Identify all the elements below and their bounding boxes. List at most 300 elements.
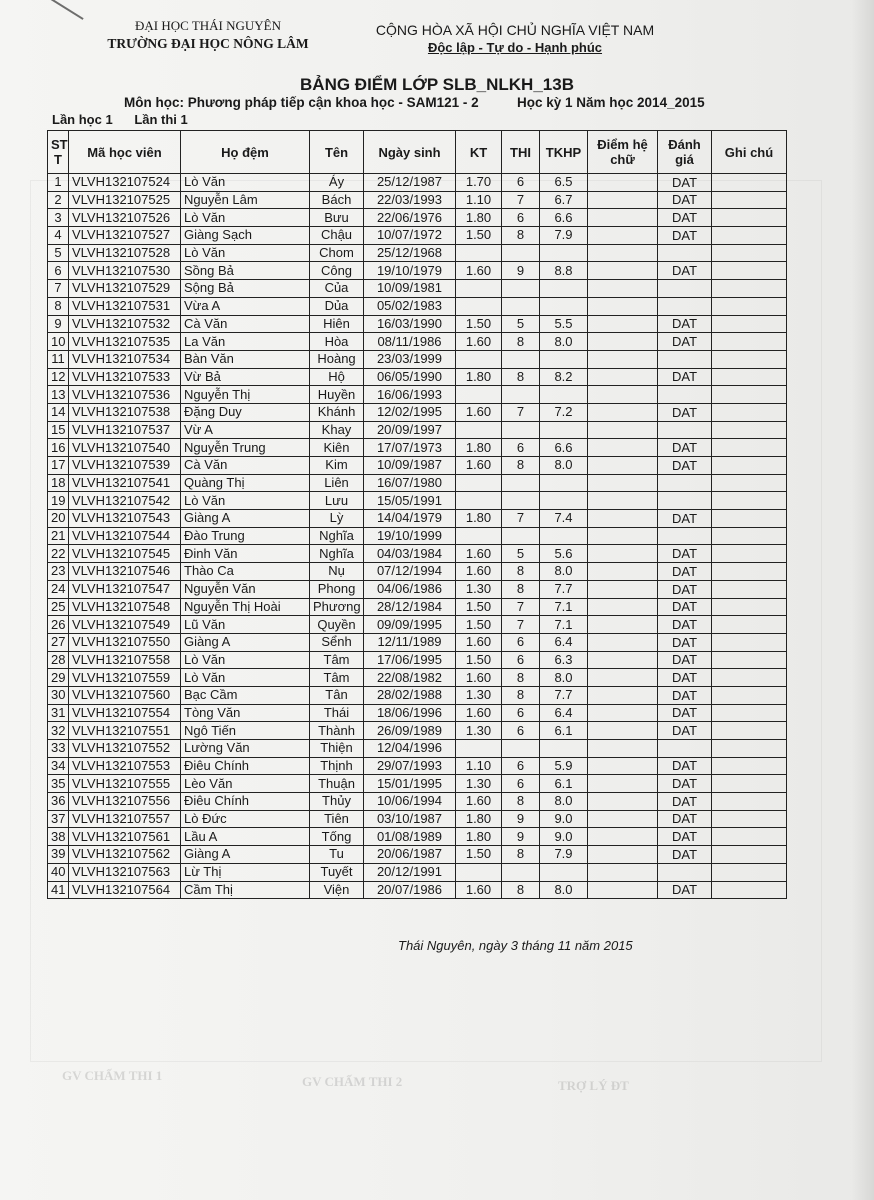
table-cell: 10/09/1987 bbox=[364, 457, 456, 475]
table-row bbox=[48, 191, 787, 209]
table-cell: Thành bbox=[310, 722, 364, 740]
table-row bbox=[48, 633, 787, 651]
table-cell: 31 bbox=[48, 704, 69, 722]
subject-line: Môn học: Phương pháp tiếp cận khoa học - SAM121 - 2 bbox=[124, 95, 479, 110]
table-cell: Lừ Thị bbox=[181, 863, 310, 881]
table-cell: Bàn Văn bbox=[181, 350, 310, 368]
table-cell: Huyền bbox=[310, 386, 364, 404]
table-cell: DAT bbox=[658, 669, 712, 687]
table-cell: 25 bbox=[48, 598, 69, 616]
table-cell: 5.6 bbox=[540, 545, 588, 563]
table-cell: 7 bbox=[502, 403, 540, 421]
table-cell: 1.50 bbox=[456, 315, 502, 333]
table-cell: 6.4 bbox=[540, 704, 588, 722]
table-cell bbox=[588, 209, 658, 227]
table-cell: 32 bbox=[48, 722, 69, 740]
table-cell: Nụ bbox=[310, 563, 364, 581]
table-cell bbox=[588, 262, 658, 280]
table-cell: Vừ Bả bbox=[181, 368, 310, 386]
table-cell: 5 bbox=[502, 315, 540, 333]
table-cell bbox=[712, 297, 787, 315]
table-cell bbox=[588, 686, 658, 704]
table-cell: 7 bbox=[502, 598, 540, 616]
table-cell: 9.0 bbox=[540, 828, 588, 846]
table-cell bbox=[588, 863, 658, 881]
table-row bbox=[48, 315, 787, 333]
table-cell: VLVH132107549 bbox=[69, 616, 181, 634]
table-row bbox=[48, 775, 787, 793]
table-cell: VLVH132107542 bbox=[69, 492, 181, 510]
table-cell: 6 bbox=[502, 757, 540, 775]
table-cell: 6.1 bbox=[540, 775, 588, 793]
table-cell: 7 bbox=[502, 191, 540, 209]
table-row bbox=[48, 793, 787, 811]
table-cell bbox=[658, 474, 712, 492]
table-cell: 6 bbox=[48, 262, 69, 280]
table-cell: VLVH132107548 bbox=[69, 598, 181, 616]
table-cell: 16/07/1980 bbox=[364, 474, 456, 492]
table-cell bbox=[712, 810, 787, 828]
table-cell: VLVH132107553 bbox=[69, 757, 181, 775]
table-cell bbox=[712, 315, 787, 333]
table-cell: 8 bbox=[48, 297, 69, 315]
table-cell bbox=[456, 350, 502, 368]
table-cell bbox=[502, 421, 540, 439]
table-cell: DAT bbox=[658, 209, 712, 227]
table-cell bbox=[712, 580, 787, 598]
table-cell: Quàng Thị bbox=[181, 474, 310, 492]
table-cell: 1.30 bbox=[456, 686, 502, 704]
table-cell: 34 bbox=[48, 757, 69, 775]
table-cell: Giàng A bbox=[181, 846, 310, 864]
table-cell: VLVH132107555 bbox=[69, 775, 181, 793]
table-cell: DAT bbox=[658, 704, 712, 722]
table-cell: 1.60 bbox=[456, 333, 502, 351]
table-row bbox=[48, 810, 787, 828]
table-cell: 17/06/1995 bbox=[364, 651, 456, 669]
table-cell: 10/06/1994 bbox=[364, 793, 456, 811]
bleed-label-middle: GV CHẤM THI 2 bbox=[302, 1074, 403, 1089]
table-cell bbox=[588, 457, 658, 475]
table-cell: Điêu Chính bbox=[181, 757, 310, 775]
table-cell: VLVH132107561 bbox=[69, 828, 181, 846]
table-cell bbox=[456, 740, 502, 758]
table-cell: 1.50 bbox=[456, 846, 502, 864]
table-cell bbox=[588, 810, 658, 828]
table-header-row bbox=[48, 131, 787, 174]
table-row bbox=[48, 686, 787, 704]
table-cell: Thuận bbox=[310, 775, 364, 793]
table-cell: 40 bbox=[48, 863, 69, 881]
column-header: Đánh giá bbox=[658, 131, 712, 174]
table-cell: Lũ Văn bbox=[181, 616, 310, 634]
table-cell: Nguyễn Thị bbox=[181, 386, 310, 404]
table-cell: VLVH132107532 bbox=[69, 315, 181, 333]
column-header: Điểm hệ chữ bbox=[588, 131, 658, 174]
column-header: Ghi chú bbox=[712, 131, 787, 174]
table-cell: VLVH132107554 bbox=[69, 704, 181, 722]
table-cell: VLVH132107528 bbox=[69, 244, 181, 262]
national-header bbox=[360, 21, 670, 57]
table-cell bbox=[456, 297, 502, 315]
table-cell: 1.30 bbox=[456, 722, 502, 740]
table-cell bbox=[588, 633, 658, 651]
table-row bbox=[48, 297, 787, 315]
table-cell: VLVH132107526 bbox=[69, 209, 181, 227]
table-cell bbox=[456, 386, 502, 404]
table-cell: Lò Văn bbox=[181, 174, 310, 192]
table-cell bbox=[502, 244, 540, 262]
table-cell: 6 bbox=[502, 174, 540, 192]
table-cell: 10/09/1981 bbox=[364, 280, 456, 298]
table-cell: Hoàng bbox=[310, 350, 364, 368]
page-edge-shadow bbox=[852, 0, 874, 1200]
table-cell bbox=[712, 704, 787, 722]
table-cell bbox=[540, 740, 588, 758]
table-cell: 24 bbox=[48, 580, 69, 598]
table-cell: 8 bbox=[502, 333, 540, 351]
table-cell: Đào Trung bbox=[181, 527, 310, 545]
table-cell: 7 bbox=[502, 510, 540, 528]
table-cell: 1.60 bbox=[456, 793, 502, 811]
term-line: Học kỳ 1 Năm học 2014_2015 bbox=[517, 95, 705, 110]
table-cell bbox=[658, 280, 712, 298]
table-cell: 8 bbox=[502, 580, 540, 598]
document-title: BẢNG ĐIỂM LỚP SLB_NLKH_13B bbox=[300, 75, 574, 94]
table-cell bbox=[712, 793, 787, 811]
table-cell: Tiên bbox=[310, 810, 364, 828]
table-cell: 7.1 bbox=[540, 616, 588, 634]
table-cell: VLVH132107530 bbox=[69, 262, 181, 280]
table-cell: 09/09/1995 bbox=[364, 616, 456, 634]
table-cell: 12/02/1995 bbox=[364, 403, 456, 421]
table-cell bbox=[588, 297, 658, 315]
table-cell: Nguyễn Thị Hoài bbox=[181, 598, 310, 616]
table-cell bbox=[588, 545, 658, 563]
table-cell: Nguyễn Văn bbox=[181, 580, 310, 598]
table-cell: 20/09/1997 bbox=[364, 421, 456, 439]
exam-attempt: Lần thi 1 bbox=[134, 112, 188, 127]
table-cell: 8 bbox=[502, 457, 540, 475]
table-cell: VLVH132107538 bbox=[69, 403, 181, 421]
table-row bbox=[48, 457, 787, 475]
table-cell: 1.50 bbox=[456, 227, 502, 245]
table-row bbox=[48, 209, 787, 227]
table-cell: 18/06/1996 bbox=[364, 704, 456, 722]
table-cell: 1.60 bbox=[456, 262, 502, 280]
table-cell: 23 bbox=[48, 563, 69, 581]
table-cell: 36 bbox=[48, 793, 69, 811]
table-cell bbox=[588, 492, 658, 510]
table-cell: Chom bbox=[310, 244, 364, 262]
table-cell bbox=[588, 757, 658, 775]
table-cell: VLVH132107539 bbox=[69, 457, 181, 475]
table-cell: 1 bbox=[48, 174, 69, 192]
table-cell: VLVH132107545 bbox=[69, 545, 181, 563]
table-cell: 20/06/1987 bbox=[364, 846, 456, 864]
table-cell: 8.0 bbox=[540, 457, 588, 475]
table-row bbox=[48, 580, 787, 598]
table-row bbox=[48, 863, 787, 881]
table-cell bbox=[712, 669, 787, 687]
table-cell bbox=[658, 492, 712, 510]
table-cell: Thái bbox=[310, 704, 364, 722]
table-cell bbox=[712, 474, 787, 492]
table-cell: Ngô Tiến bbox=[181, 722, 310, 740]
table-cell: DAT bbox=[658, 457, 712, 475]
table-cell: DAT bbox=[658, 598, 712, 616]
table-cell: VLVH132107524 bbox=[69, 174, 181, 192]
table-cell bbox=[588, 722, 658, 740]
table-cell: 33 bbox=[48, 740, 69, 758]
table-row bbox=[48, 722, 787, 740]
table-cell: 29/07/1993 bbox=[364, 757, 456, 775]
table-cell: Lèo Văn bbox=[181, 775, 310, 793]
table-cell: DAT bbox=[658, 174, 712, 192]
table-cell bbox=[588, 669, 658, 687]
table-cell: 16 bbox=[48, 439, 69, 457]
table-cell: Lưu bbox=[310, 492, 364, 510]
table-cell bbox=[712, 633, 787, 651]
table-cell bbox=[712, 846, 787, 864]
table-cell: Giàng Sạch bbox=[181, 227, 310, 245]
table-cell: 17 bbox=[48, 457, 69, 475]
table-cell: DAT bbox=[658, 757, 712, 775]
table-cell: Công bbox=[310, 262, 364, 280]
table-cell: 03/10/1987 bbox=[364, 810, 456, 828]
table-cell: 7.9 bbox=[540, 846, 588, 864]
table-cell bbox=[502, 474, 540, 492]
table-cell: Sểnh bbox=[310, 633, 364, 651]
table-cell bbox=[712, 563, 787, 581]
table-cell bbox=[712, 881, 787, 899]
table-cell bbox=[502, 740, 540, 758]
table-cell: Phương bbox=[310, 598, 364, 616]
table-cell: 22/06/1976 bbox=[364, 209, 456, 227]
table-cell: 1.60 bbox=[456, 669, 502, 687]
table-row bbox=[48, 598, 787, 616]
table-cell: Lò Văn bbox=[181, 669, 310, 687]
table-cell: 29 bbox=[48, 669, 69, 687]
table-cell bbox=[540, 386, 588, 404]
table-cell bbox=[456, 474, 502, 492]
table-cell: 7.7 bbox=[540, 686, 588, 704]
table-cell: 8.0 bbox=[540, 333, 588, 351]
table-cell: Kiên bbox=[310, 439, 364, 457]
table-cell bbox=[712, 386, 787, 404]
table-cell: 16/06/1993 bbox=[364, 386, 456, 404]
table-cell: 12/11/1989 bbox=[364, 633, 456, 651]
table-cell: Giàng A bbox=[181, 633, 310, 651]
table-cell: 19/10/1999 bbox=[364, 527, 456, 545]
table-cell: 20/12/1991 bbox=[364, 863, 456, 881]
table-cell: 1.80 bbox=[456, 209, 502, 227]
table-cell: 8 bbox=[502, 563, 540, 581]
table-cell: 10 bbox=[48, 333, 69, 351]
table-cell: 26 bbox=[48, 616, 69, 634]
table-cell bbox=[658, 297, 712, 315]
table-cell: VLVH132107534 bbox=[69, 350, 181, 368]
table-cell: VLVH132107559 bbox=[69, 669, 181, 687]
table-cell: 5 bbox=[502, 545, 540, 563]
table-cell: DAT bbox=[658, 793, 712, 811]
table-cell: DAT bbox=[658, 775, 712, 793]
table-cell: Lò Văn bbox=[181, 492, 310, 510]
table-row bbox=[48, 439, 787, 457]
table-cell bbox=[588, 846, 658, 864]
table-cell: Tuyết bbox=[310, 863, 364, 881]
table-cell: 5 bbox=[48, 244, 69, 262]
table-cell bbox=[712, 262, 787, 280]
table-cell: Hòa bbox=[310, 333, 364, 351]
signature-date: Thái Nguyên, ngày 3 tháng 11 năm 2015 bbox=[398, 938, 633, 953]
table-cell bbox=[540, 280, 588, 298]
table-cell: DAT bbox=[658, 368, 712, 386]
table-cell: 30 bbox=[48, 686, 69, 704]
table-cell: 25/12/1987 bbox=[364, 174, 456, 192]
table-cell: 28/02/1988 bbox=[364, 686, 456, 704]
table-cell bbox=[588, 386, 658, 404]
table-cell: 27 bbox=[48, 633, 69, 651]
table-cell: VLVH132107552 bbox=[69, 740, 181, 758]
table-cell: DAT bbox=[658, 315, 712, 333]
table-cell: 11 bbox=[48, 350, 69, 368]
column-header: Ngày sinh bbox=[364, 131, 456, 174]
column-header: Họ đệm bbox=[181, 131, 310, 174]
table-cell: Sồng Bả bbox=[181, 262, 310, 280]
table-cell: 7.4 bbox=[540, 510, 588, 528]
table-cell bbox=[588, 598, 658, 616]
table-cell bbox=[540, 474, 588, 492]
table-cell bbox=[712, 368, 787, 386]
table-cell bbox=[588, 704, 658, 722]
table-row bbox=[48, 510, 787, 528]
table-cell: VLVH132107557 bbox=[69, 810, 181, 828]
table-cell: 15 bbox=[48, 421, 69, 439]
table-cell: 1.60 bbox=[456, 563, 502, 581]
table-cell bbox=[712, 244, 787, 262]
table-cell bbox=[658, 386, 712, 404]
table-cell: 16/03/1990 bbox=[364, 315, 456, 333]
table-cell: DAT bbox=[658, 686, 712, 704]
table-cell bbox=[658, 863, 712, 881]
table-body bbox=[48, 174, 787, 899]
table-cell: Phong bbox=[310, 580, 364, 598]
table-cell: VLVH132107550 bbox=[69, 633, 181, 651]
table-row bbox=[48, 669, 787, 687]
table-cell: 1.80 bbox=[456, 810, 502, 828]
table-cell bbox=[588, 333, 658, 351]
table-cell bbox=[502, 527, 540, 545]
table-cell bbox=[588, 350, 658, 368]
table-cell: 9 bbox=[48, 315, 69, 333]
table-cell: 8.0 bbox=[540, 563, 588, 581]
table-cell: VLVH132107544 bbox=[69, 527, 181, 545]
table-cell bbox=[588, 439, 658, 457]
table-cell: 6 bbox=[502, 633, 540, 651]
table-cell bbox=[502, 297, 540, 315]
table-cell: VLVH132107527 bbox=[69, 227, 181, 245]
table-cell: VLVH132107551 bbox=[69, 722, 181, 740]
table-row bbox=[48, 704, 787, 722]
table-cell bbox=[502, 350, 540, 368]
table-cell bbox=[712, 757, 787, 775]
table-cell: Cầm Thị bbox=[181, 881, 310, 899]
table-cell: VLVH132107563 bbox=[69, 863, 181, 881]
table-cell: Lỳ bbox=[310, 510, 364, 528]
table-cell: 6.7 bbox=[540, 191, 588, 209]
table-row bbox=[48, 403, 787, 421]
table-cell: 6 bbox=[502, 439, 540, 457]
table-cell: 14/04/1979 bbox=[364, 510, 456, 528]
table-cell: 1.50 bbox=[456, 616, 502, 634]
table-cell: 9.0 bbox=[540, 810, 588, 828]
table-cell: VLVH132107540 bbox=[69, 439, 181, 457]
table-cell bbox=[588, 244, 658, 262]
table-cell bbox=[588, 775, 658, 793]
table-cell bbox=[540, 421, 588, 439]
table-cell: 19/10/1979 bbox=[364, 262, 456, 280]
table-cell: 1.60 bbox=[456, 704, 502, 722]
table-cell: 1.10 bbox=[456, 191, 502, 209]
table-cell: 6 bbox=[502, 209, 540, 227]
table-cell: 7.1 bbox=[540, 598, 588, 616]
table-cell: VLVH132107531 bbox=[69, 297, 181, 315]
table-cell: 6 bbox=[502, 651, 540, 669]
table-cell: 28/12/1984 bbox=[364, 598, 456, 616]
table-cell: 1.70 bbox=[456, 174, 502, 192]
table-cell: Điêu Chính bbox=[181, 793, 310, 811]
table-row bbox=[48, 421, 787, 439]
table-cell: Lò Văn bbox=[181, 209, 310, 227]
column-header: ST T bbox=[48, 131, 69, 174]
table-cell: Tân bbox=[310, 686, 364, 704]
table-cell: 19 bbox=[48, 492, 69, 510]
table-cell: 1.60 bbox=[456, 881, 502, 899]
table-cell bbox=[540, 244, 588, 262]
table-cell: Cà Văn bbox=[181, 457, 310, 475]
table-cell: Nguyễn Trung bbox=[181, 439, 310, 457]
table-cell: VLVH132107537 bbox=[69, 421, 181, 439]
table-cell: 04/06/1986 bbox=[364, 580, 456, 598]
table-cell: 7.2 bbox=[540, 403, 588, 421]
table-cell: 01/08/1989 bbox=[364, 828, 456, 846]
table-cell: 6.4 bbox=[540, 633, 588, 651]
table-cell: Khay bbox=[310, 421, 364, 439]
table-cell: 22 bbox=[48, 545, 69, 563]
table-row bbox=[48, 740, 787, 758]
table-row bbox=[48, 262, 787, 280]
table-cell: Nghĩa bbox=[310, 527, 364, 545]
national-motto: Độc lập - Tự do - Hạnh phúc bbox=[427, 40, 603, 55]
table-cell: 1.60 bbox=[456, 545, 502, 563]
table-cell bbox=[456, 421, 502, 439]
table-cell: Bách bbox=[310, 191, 364, 209]
table-cell: 7 bbox=[48, 280, 69, 298]
table-cell: 35 bbox=[48, 775, 69, 793]
table-cell: DAT bbox=[658, 191, 712, 209]
table-cell: 9 bbox=[502, 810, 540, 828]
table-cell bbox=[456, 492, 502, 510]
table-row bbox=[48, 368, 787, 386]
table-cell bbox=[712, 421, 787, 439]
table-row bbox=[48, 563, 787, 581]
table-row bbox=[48, 828, 787, 846]
table-cell: Áy bbox=[310, 174, 364, 192]
table-cell: Vừa A bbox=[181, 297, 310, 315]
table-cell: 6.1 bbox=[540, 722, 588, 740]
table-cell: 20/07/1986 bbox=[364, 881, 456, 899]
